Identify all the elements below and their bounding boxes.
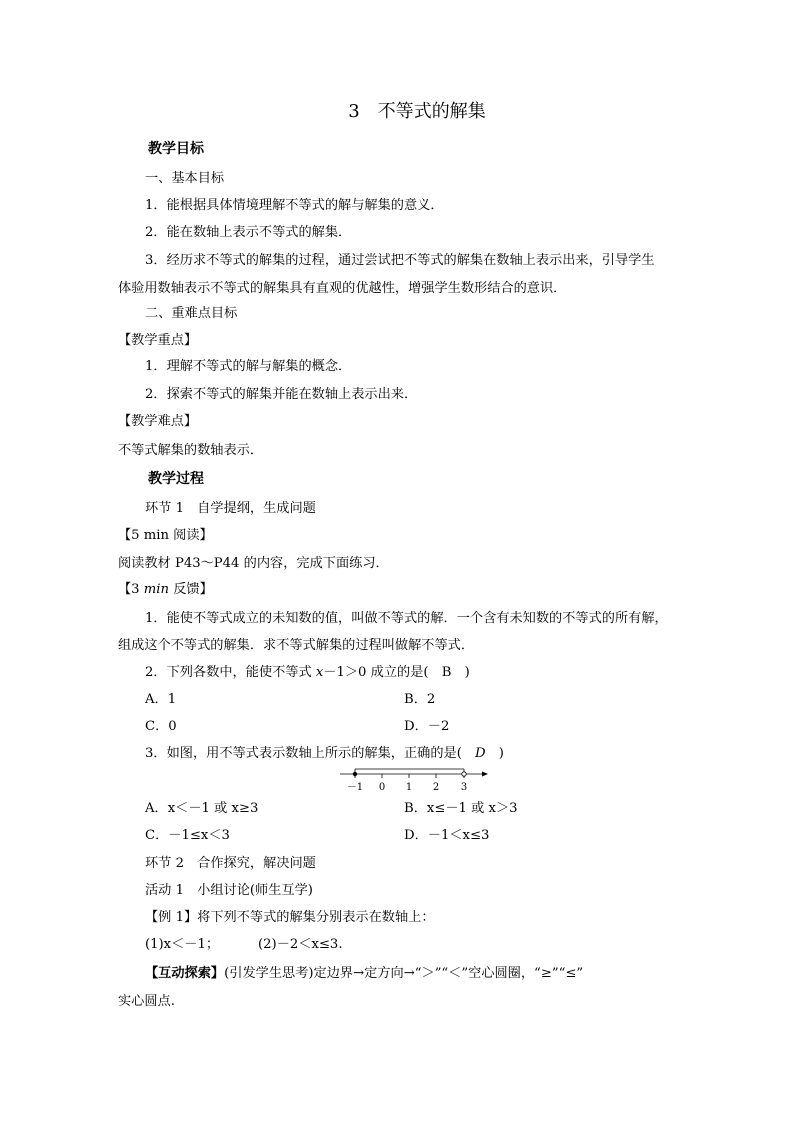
basic-objectives-heading: 一、基本目标: [145, 171, 225, 186]
page-title: 3 不等式的解集: [348, 101, 486, 122]
step1-heading: 环节 1 自学提纲，生成问题: [145, 501, 316, 516]
number-line-arrow: [482, 772, 488, 777]
difficulty-text: 不等式解集的数轴表示．: [118, 443, 264, 458]
q2-option-c: C．0: [145, 719, 177, 734]
tick-label: －1: [346, 782, 364, 793]
activity1-heading: 活动 1 小组讨论(师生互学): [145, 883, 313, 898]
feedback-label: 【3 min 反馈】: [118, 582, 213, 597]
process-heading: 教学过程: [148, 471, 204, 487]
q3-option-a: A．x＜－1 或 x≥3: [145, 801, 259, 816]
q2-option-d: D．－2: [404, 719, 450, 734]
solid-endpoint-dot: [353, 772, 357, 776]
question-1-line-2: 组成这个不等式的解集．求不等式解集的过程叫做解不等式．: [118, 638, 475, 653]
q3-option-b: B．x≤－1 或 x＞3: [404, 801, 518, 816]
objective-item-3: 3．经历求不等式的解集的过程，通过尝试把不等式的解集在数轴上表示出来，引导学生: [145, 253, 655, 268]
q3-option-c: C．－1≤x＜3: [145, 828, 230, 843]
example1-part-b: (2)－2＜x≤3.: [258, 937, 343, 952]
objective-item-1: 1．能根据具体情境理解不等式的解与解集的意义．: [145, 198, 444, 213]
example1-line: 【例 1】将下列不等式的解集分别表示在数轴上：: [145, 910, 435, 925]
q3-option-d: D．－1＜x≤3: [404, 828, 490, 843]
question-3-stem: 3．如图，用不等式表示数轴上所示的解集，正确的是( D ): [145, 746, 504, 761]
reading-text: 阅读教材 P43～P44 的内容，完成下面练习．: [118, 556, 389, 571]
tick-label: 0: [378, 782, 386, 793]
example1-part-a: (1)x＜－1；: [145, 937, 220, 952]
question-2-stem: 2．下列各数中，能使不等式 x－1＞0 成立的是( B ): [145, 665, 470, 680]
tick-label: 1: [405, 782, 413, 793]
q2-option-b: B．2: [404, 692, 436, 707]
key-objectives-heading: 二、重难点目标: [145, 306, 238, 321]
difficulty-label: 【教学难点】: [118, 414, 198, 429]
tick-label: 2: [432, 782, 440, 793]
objectives-heading: 教学目标: [148, 141, 204, 157]
objective-item-2: 2．能在数轴上表示不等式的解集．: [145, 225, 352, 240]
hollow-endpoint-circle: [462, 772, 466, 776]
explore-line-cont: 实心圆点.: [118, 994, 175, 1009]
number-line-figure: [338, 768, 490, 794]
key-point-label: 【教学重点】: [118, 333, 198, 348]
explore-line: 【互动探索】(引发学生思考)定边界→定方向→“＞”“＜”空心圆圈，“≥”“≤”: [145, 966, 584, 981]
step2-heading: 环节 2 合作探究，解决问题: [145, 856, 316, 871]
key-point-2: 2．探索不等式的解集并能在数轴上表示出来．: [145, 387, 418, 402]
reading-label: 【5 min 阅读】: [118, 528, 213, 543]
tick-label: 3: [460, 782, 468, 793]
question-1-line-1: 1．能使不等式成立的未知数的值，叫做不等式的解．一个含有未知数的不等式的所有解，: [145, 611, 668, 626]
key-point-1: 1．理解不等式的解与解集的概念．: [145, 359, 352, 374]
q2-option-a: A．1: [145, 692, 177, 707]
objective-item-3-cont: 体验用数轴表示不等式的解集具有直观的优越性，增强学生数形结合的意识．: [118, 281, 567, 296]
